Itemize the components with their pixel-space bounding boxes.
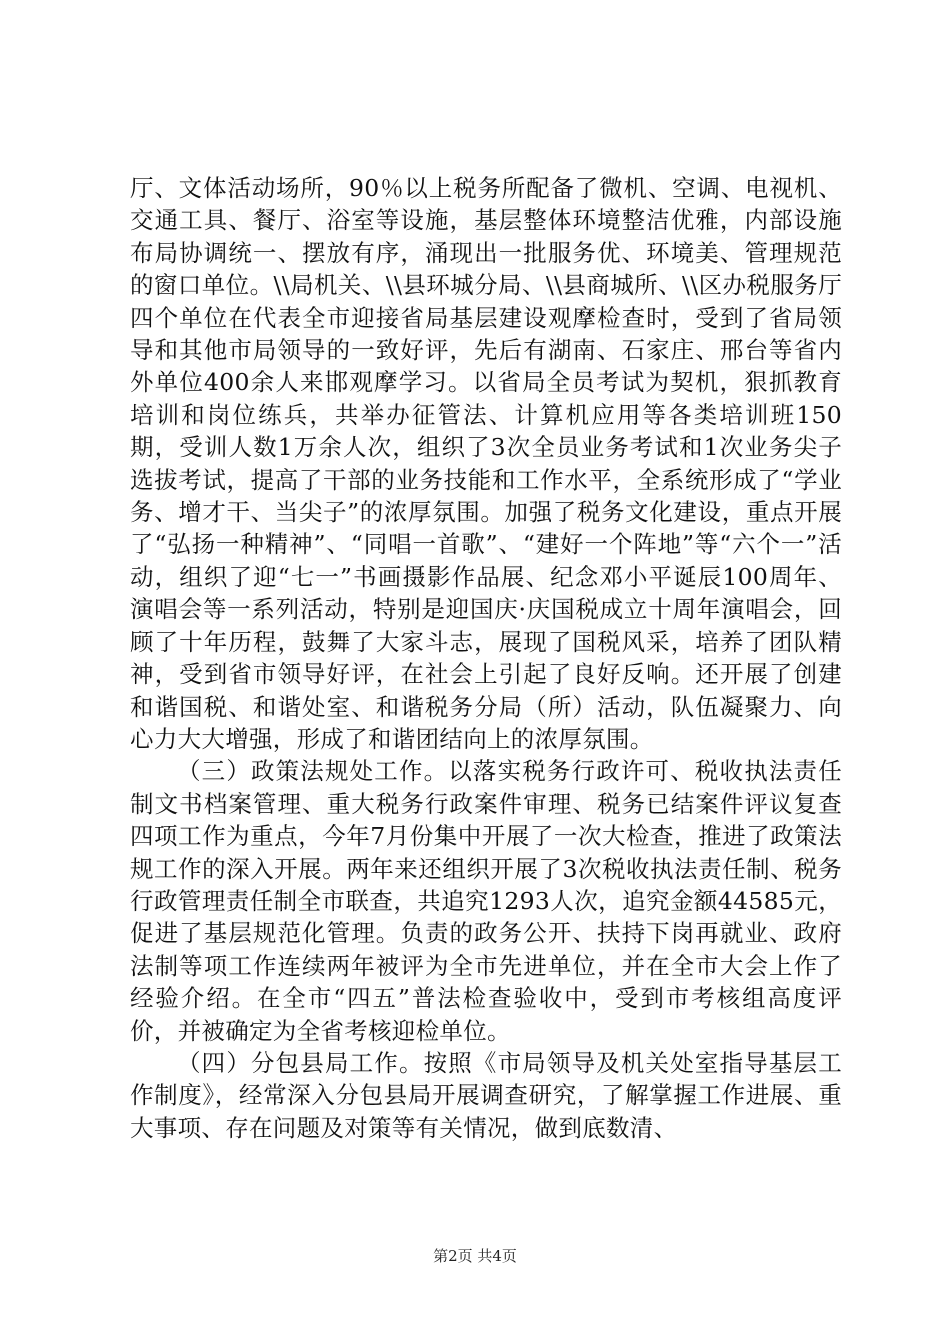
page-number-footer: 第2页 共4页 <box>433 1247 517 1265</box>
paragraph-county-bureau-work: （四）分包县局工作。按照《市局领导及机关处室指导基层工作制度》，经常深入分包县局开展调查研究，了解掌握工作进展、重大事项、存在问题及对策等有关情况，做到底数清、 <box>130 1048 842 1142</box>
paragraph-continued-text: 厅、文体活动场所，90％以上税务所配备了微机、空调、电视机、交通工具、餐厅、浴室等设施，基层整体环境整洁优雅，内部设施布局协调统一、摆放有序，涌现出一批服务优、环境美、管理规范的窗口单位。\\局机关、\\县环城分局、\\县商城所、\\区办税服务厅四个单位在代表全市迎接省局基层建设观摩检查时，受到了省局领导和其他市局领导的一致好评，先后有湖南、石家庄、邢台等省内外单位400余人来邯观摩学习。以省局全员考试为契机，狠抓教育培训和岗位练兵，共举办征管法、计算机应用等各类培训班150期，受训人数1万余人次，组织了3次全员业务考试和1次业务尖子选拔考试，提高了干部的业务技能和工作水平，全系统形成了“学业务、增才干、当尖子”的浓厚氛围。加强了税务文化建设，重点开展了“弘扬一种精神”、“同唱一首歌”、“建好一个阵地”等“六个一”活动，组织了迎“七一”书画摄影作品展、纪念邓小平诞辰100周年、演唱会等一系列活动，特别是迎国庆·庆国税成立十周年演唱会，回顾了十年历程，鼓舞了大家斗志，展现了国税风采，培养了团队精神，受到省市领导好评，在社会上引起了良好反响。还开展了创建和谐国税、和谐处室、和谐税务分局（所）活动，队伍凝聚力、向心力大大增强，形成了和谐团结向上的浓厚氛围。 <box>130 174 842 753</box>
paragraph-policy-regulation-work: （三）政策法规处工作。以落实税务行政许可、税收执法责任制文书档案管理、重大税务行政案件审理、税务已结案件评议复查四项工作为重点，今年7月份集中开展了一次大检查，推进了政策法规工作的深入开展。两年来还组织开展了3次税收执法责任制、税务行政管理责任制全市联查，共追究1293人次，追究金额44585元，促进了基层规范化管理。负责的政务公开、扶持下岗再就业、政府法制等项工作连续两年被评为全市先进单位，并在全市大会上作了经验介绍。在全市“四五”普法检查验收中，受到市考核组高度评价，并被确定为全省考核迎检单位。 <box>130 757 842 1045</box>
document-body <box>130 172 842 1144</box>
